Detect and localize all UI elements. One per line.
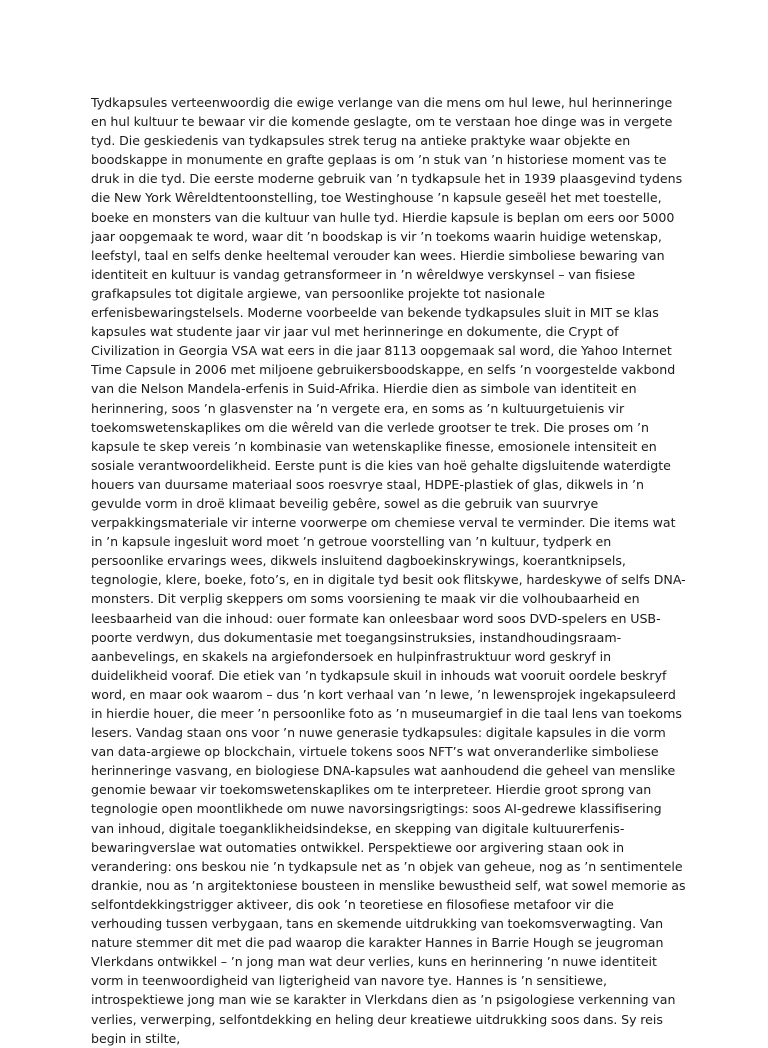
body-paragraph: Tydkapsules verteenwoordig die ewige verlange van die mens om hul lewe, hul herinneringe en hul kultuur te bewaar vir die komende geslagte, om te verstaan hoe dinge was in vergete tyd. Die geskiedenis van tydkapsules strek terug na antieke praktyke waar objekte en boodskappe in monumente en grafte geplaas is om ’n stuk van ’n historiese moment vas te druk in die tyd. Die eerste moderne gebruik van ’n tydkapsule het in 1939 plaasgevind tydens die New York Wêreldtentoonstelling, toe Westinghouse ’n kapsule geseël het met toestelle, boeke en monsters van die kultuur van hulle tyd. Hierdie kapsule is beplan om eers oor 5000 jaar oopgemaak te word, waar dit ’n boodskap is vir ’n toekoms waarin huidige wetenskap, leefstyl, taal en selfs denke heeltemal verouder kan wees. Hierdie simboliese bewaring van identiteit en kultuur is vandag getransformeer in ’n wêreldwye verskynsel – van fisiese grafkapsules tot digitale argiewe, van persoonlike projekte tot nasionale erfenisbewaringstelsels. Moderne voorbeelde van bekende tydkapsules sluit in MIT se klas kapsules wat studente jaar vir jaar vul met herinneringe en dokumente, die Crypt of Civilization in Georgia VSA wat eers in die jaar 8113 oopgemaak sal word, die Yahoo Internet Time Capsule in 2006 met miljoene gebruikersboodskappe, en selfs ’n voorgestelde vakbond van die Nelson Mandela-erfenis in Suid-Afrika. Hierdie dien as simbole van identiteit en herinnering, soos ’n glasvenster na ’n vergete era, en soms as ’n kultuurgetuienis vir toekomswetenskaplikes om die wêreld van die verlede grootser te trek. Die proses om ’n kapsule te skep vereis ’n kombinasie van wetenskaplike finesse, emosionele intensiteit en sosiale verantwoordelikheid. Eerste punt is die kies van hoë gehalte digsluitende waterdigte houers van duursame materiaal soos roesvrye staal, HDPE-plastiek of glas, dikwels in ’n gevulde vorm in droë klimaat beveilig gebêre, sowel as die gebruik van suurvrye verpakkingsmateriale vir interne voorwerpe om chemiese verval te verminder. Die items wat in ’n kapsule ingesluit word moet ’n getroue voorstelling van ’n kultuur, tydperk en persoonlike ervarings wees, dikwels insluitend dagboekinskrywings, koerantknipsels, tegnologie, klere, boeke, foto’s, en in digitale tyd besit ook flitskywe, hardeskywe of selfs DNA-monsters. Dit verplig skeppers om soms voorsiening te maak vir die volhoubaarheid en leesbaarheid van die inhoud: ouer formate kan onleesbaar word soos DVD-spelers en USB-poorte verdwyn, dus dokumentasie met toegangsinstruksies, instandhoudingsraam-aanbevelings, en skakels na argiefondersoek en hulpinfrastruktuur word geskryf in duidelikheid vooraf. Die etiek van ’n tydkapsule skuil in inhouds wat vooruit oordele beskryf word, en maar ook waarom – dus ’n kort verhaal van ’n lewe, ’n lewensprojek ingekapsuleerd in hierdie houer, die meer ’n persoonlike foto as ’n museumargief in die taal lens van toekoms lesers. Vandag staan ons voor ’n nuwe generasie tydkapsules: digitale kapsules in die vorm van data-argiewe op blockchain, virtuele tokens soos NFT’s wat onveranderlike simboliese herinneringe vasvang, en biologiese DNA-kapsules wat aanhoudend die geheel van menslike genomie bewaar vir toekomswetenskaplikes om te interpreteer. Hierdie groot sprong van tegnologie open moontlikhede om nuwe navorsingsrigtings: soos AI-gedrewe klassifisering van inhoud, digitale toeganklikheidsindekse, en skepping van digitale kultuurerfenis-bewaringverslae wat outomaties ontwikkel. Perspektiewe oor argivering staan ook in verandering: ons beskou nie ’n tydkapsule net as ’n objek van geheue, nog as ’n sentimentele drankie, nou as ’n argitektoniese bousteen in menslike bewustheid self, wat sowel memorie as selfontdekkingstrigger aktiveer, dis ook ’n teoretiese en filosofiese metafoor vir die verhouding tussen verbygaan, tans en skemende uitdrukking van toekomsverwagting. Van nature stemmer dit met die pad waarop die karakter Hannes in Barrie Hough se jeugroman Vlerkdans ontwikkel – ’n jong man wat deur verlies, kuns en herinnering ’n nuwe identiteit vorm in teenwoordigheid van ligterigheid van navore tye. Hannes is ’n sensitiewe, introspektiewe jong man wie se karakter in Vlerkdans dien as ’n psigologiese verkenning van verlies, verwerping, selfontdekking en heling deur kreatiewe uitdrukking soos dans. Sy reis begin in stilte,: [91, 95, 686, 1046]
